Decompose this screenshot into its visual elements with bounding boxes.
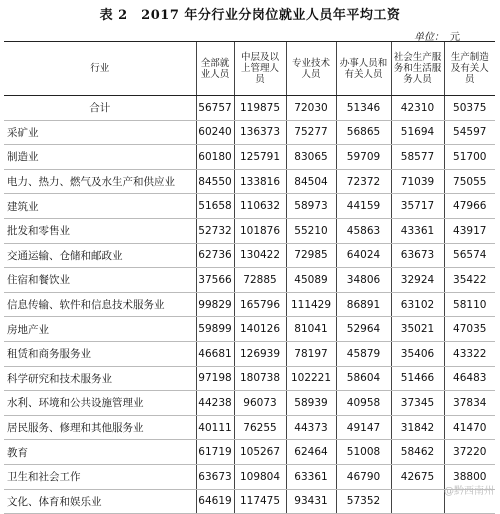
table-body: [4, 96, 495, 514]
wage-cell: 62736: [196, 243, 234, 268]
industry-cell: 信息传输、软件和信息技术服务业: [4, 292, 196, 317]
header-clerks: 办事人员和有关人员: [336, 42, 391, 96]
wage-cell: 34806: [336, 268, 391, 293]
wage-cell: 78197: [286, 341, 336, 366]
wage-cell: 47966: [444, 194, 495, 219]
wage-cell: 61719: [196, 440, 234, 465]
table-row: [4, 464, 495, 489]
industry-cell: 房地产业: [4, 317, 196, 342]
wage-cell: 62464: [286, 440, 336, 465]
wage-cell: 136373: [234, 120, 286, 145]
watermark: @黔西南州: [444, 486, 494, 497]
wage-cell: 43917: [444, 218, 495, 243]
wage-cell: 51008: [336, 440, 391, 465]
unit-value: 元: [450, 32, 460, 43]
wage-cell: 51466: [391, 366, 444, 391]
wage-cell: 59709: [336, 145, 391, 170]
industry-cell: 采矿业: [4, 120, 196, 145]
wage-cell: 46681: [196, 341, 234, 366]
wage-cell: 165796: [234, 292, 286, 317]
industry-cell: 卫生和社会工作: [4, 464, 196, 489]
wage-cell: 105267: [234, 440, 286, 465]
table-row: [4, 145, 495, 170]
wage-cell: 43322: [444, 341, 495, 366]
table-row: [4, 391, 495, 416]
wage-cell: 75055: [444, 169, 495, 194]
table-row: [4, 489, 495, 514]
wage-cell: 49147: [336, 415, 391, 440]
wage-cell: 72885: [234, 268, 286, 293]
wage-cell: 43361: [391, 218, 444, 243]
table-row: [4, 268, 495, 293]
wage-cell: 44159: [336, 194, 391, 219]
wage-cell: 72030: [286, 96, 336, 121]
table-row: [4, 194, 495, 219]
wage-cell: 72985: [286, 243, 336, 268]
wage-cell: 93431: [286, 489, 336, 514]
industry-cell: 租赁和商务服务业: [4, 341, 196, 366]
wage-cell: 51346: [336, 96, 391, 121]
wage-cell: 35021: [391, 317, 444, 342]
table-row: [4, 415, 495, 440]
wage-cell: 84550: [196, 169, 234, 194]
wage-cell: 58939: [286, 391, 336, 416]
table-row: [4, 341, 495, 366]
header-industry: 行业: [4, 42, 196, 96]
wage-cell: 38800: [444, 464, 495, 489]
wage-cell: 47035: [444, 317, 495, 342]
industry-cell: 合计: [4, 96, 196, 121]
industry-cell: 交通运输、仓储和邮政业: [4, 243, 196, 268]
table-row: [4, 218, 495, 243]
wage-cell: 37834: [444, 391, 495, 416]
wage-cell: 60240: [196, 120, 234, 145]
industry-cell: 建筑业: [4, 194, 196, 219]
wage-cell: 37220: [444, 440, 495, 465]
wage-cell: 81041: [286, 317, 336, 342]
wage-cell: 119875: [234, 96, 286, 121]
industry-cell: 教育: [4, 440, 196, 465]
wage-cell: 83065: [286, 145, 336, 170]
industry-cell: 住宿和餐饮业: [4, 268, 196, 293]
wage-cell: 109804: [234, 464, 286, 489]
wage-cell: 140126: [234, 317, 286, 342]
wage-cell: 37566: [196, 268, 234, 293]
wage-cell: 72372: [336, 169, 391, 194]
table-row: [4, 317, 495, 342]
wage-cell: 41470: [444, 415, 495, 440]
industry-cell: 居民服务、修理和其他服务业: [4, 415, 196, 440]
industry-cell: 电力、热力、燃气及水生产和供应业: [4, 169, 196, 194]
wage-cell: 63673: [391, 243, 444, 268]
wage-cell: 133816: [234, 169, 286, 194]
header-all-employed: 全部就业人员: [196, 42, 234, 96]
wage-cell: 45879: [336, 341, 391, 366]
wage-cell: 35406: [391, 341, 444, 366]
total-row: [4, 96, 495, 121]
wage-cell: 52964: [336, 317, 391, 342]
wage-cell: 64024: [336, 243, 391, 268]
wage-cell: 50375: [444, 96, 495, 121]
wage-cell: 42310: [391, 96, 444, 121]
header-row: [4, 42, 495, 96]
wage-cell: 117475: [234, 489, 286, 514]
table-row: [4, 440, 495, 465]
header-production-workers: 生产制造及有关人员: [444, 42, 495, 96]
wage-cell: 56757: [196, 96, 234, 121]
wage-cell: 130422: [234, 243, 286, 268]
wage-cell: 84504: [286, 169, 336, 194]
wage-cell: 96073: [234, 391, 286, 416]
wage-cell: 35717: [391, 194, 444, 219]
wage-cell: 37345: [391, 391, 444, 416]
wage-cell: 44373: [286, 415, 336, 440]
wage-cell: 44238: [196, 391, 234, 416]
table-row: [4, 169, 495, 194]
table-title: 表 2 2017 年分行业分岗位就业人员年平均工资: [99, 8, 401, 23]
wage-cell: 59899: [196, 317, 234, 342]
wage-cell: 58973: [286, 194, 336, 219]
wage-cell: 64619: [196, 489, 234, 514]
header-managers: 中层及以上管理人员: [234, 42, 286, 96]
wage-cell: 56574: [444, 243, 495, 268]
industry-cell: 水利、环境和公共设施管理业: [4, 391, 196, 416]
industry-cell: 文化、体育和娱乐业: [4, 489, 196, 514]
header-service-workers: 社会生产服务和生活服务人员: [391, 42, 444, 96]
wage-cell: 52732: [196, 218, 234, 243]
wage-cell: 126939: [234, 341, 286, 366]
wage-cell: 55210: [286, 218, 336, 243]
wage-cell: 51700: [444, 145, 495, 170]
wage-cell: 35422: [444, 268, 495, 293]
wage-cell: 63102: [391, 292, 444, 317]
wage-cell: 58577: [391, 145, 444, 170]
wage-cell: 102221: [286, 366, 336, 391]
wage-cell: 110632: [234, 194, 286, 219]
wage-cell: 76255: [234, 415, 286, 440]
table-row: [4, 243, 495, 268]
wage-cell: 45089: [286, 268, 336, 293]
wage-cell: 111429: [286, 292, 336, 317]
wage-cell: 51658: [196, 194, 234, 219]
wage-cell: 125791: [234, 145, 286, 170]
table-row: [4, 120, 495, 145]
industry-cell: 科学研究和技术服务业: [4, 366, 196, 391]
wage-cell: 42675: [391, 464, 444, 489]
wage-cell: 40958: [336, 391, 391, 416]
wage-cell: [391, 489, 444, 514]
wage-cell: 86891: [336, 292, 391, 317]
table-row: [4, 292, 495, 317]
industry-cell: 批发和零售业: [4, 218, 196, 243]
wage-cell: 56865: [336, 120, 391, 145]
unit-label: 单位：: [414, 32, 444, 43]
wage-cell: 40111: [196, 415, 234, 440]
wage-cell: 63361: [286, 464, 336, 489]
wage-cell: 99829: [196, 292, 234, 317]
wage-cell: 101876: [234, 218, 286, 243]
wage-cell: 45863: [336, 218, 391, 243]
wage-cell: 58462: [391, 440, 444, 465]
wage-cell: 180738: [234, 366, 286, 391]
wage-cell: 75277: [286, 120, 336, 145]
wage-cell: 63673: [196, 464, 234, 489]
wage-cell: 54597: [444, 120, 495, 145]
header-professionals: 专业技术人员: [286, 42, 336, 96]
wage-cell: 46790: [336, 464, 391, 489]
wage-cell: 51694: [391, 120, 444, 145]
wage-cell: 58110: [444, 292, 495, 317]
wage-table: [4, 41, 495, 514]
wage-cell: 32924: [391, 268, 444, 293]
wage-cell: 60180: [196, 145, 234, 170]
wage-cell: 71039: [391, 169, 444, 194]
table-row: [4, 366, 495, 391]
wage-cell: 58604: [336, 366, 391, 391]
wage-cell: 97198: [196, 366, 234, 391]
wage-cell: 46483: [444, 366, 495, 391]
wage-cell: 31842: [391, 415, 444, 440]
industry-cell: 制造业: [4, 145, 196, 170]
wage-cell: 57352: [336, 489, 391, 514]
